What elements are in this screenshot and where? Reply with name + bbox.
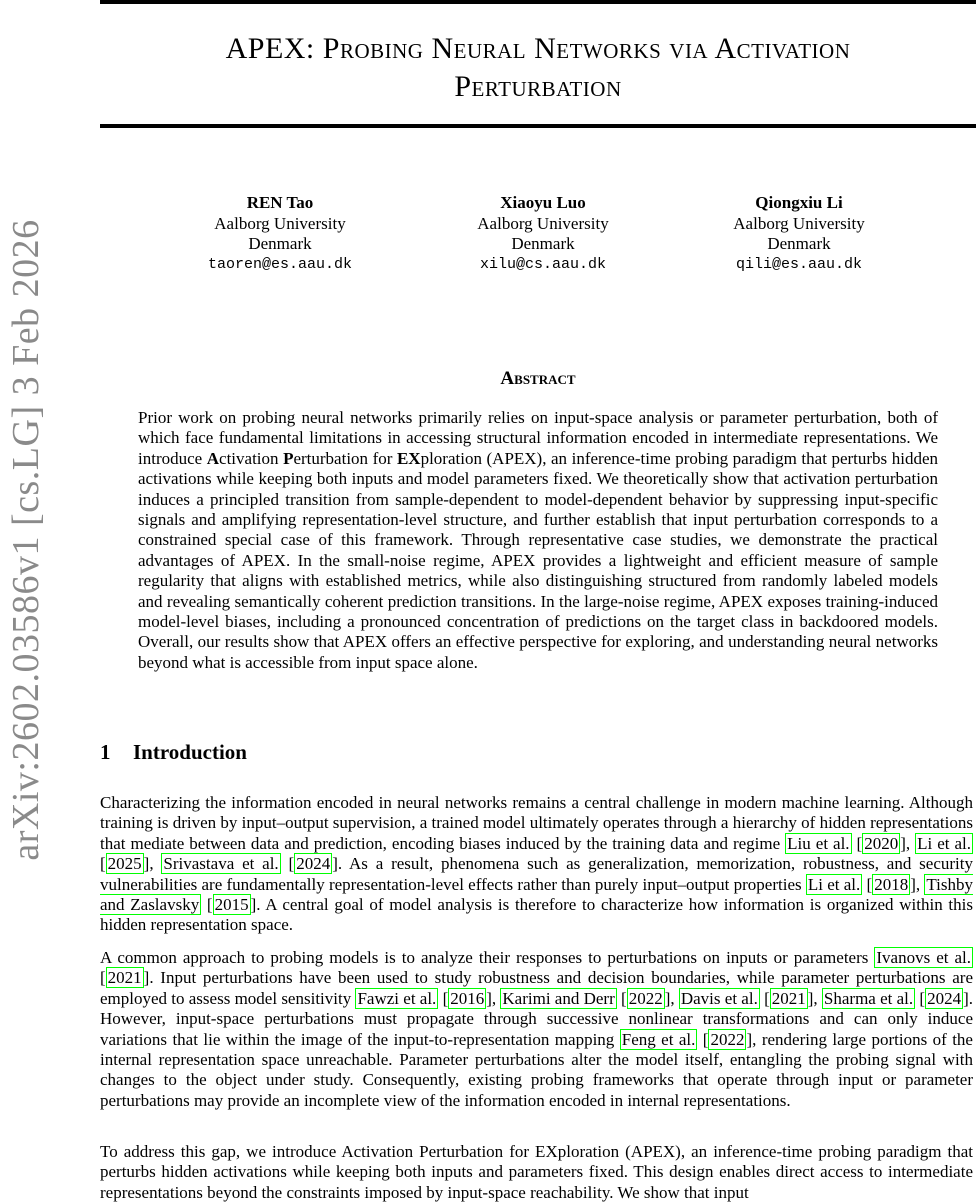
citation-link[interactable]: Tishby and Zaslavsky xyxy=(100,874,974,915)
citation-year-link[interactable]: 2025 xyxy=(107,854,142,874)
author-email[interactable]: taoren@es.aau.dk xyxy=(207,255,353,273)
citation-year-link[interactable]: 2021 xyxy=(107,968,142,988)
intro-paragraph-3: To address this gap, we introduce Activation Perturbation for EXploration (APEX), an inference-time probing paradigm that perturbs hidden activations while keeping both inputs and parameters fixed. This design enables direct access to intermediate representations beyond the constraints imposed by input-space reachability. We show that input xyxy=(100,1142,973,1202)
citation-link[interactable]: Sharma et al. xyxy=(823,988,914,1008)
citation-link[interactable]: Li et al. xyxy=(917,833,971,853)
author-affiliation: Aalborg University xyxy=(477,213,609,233)
citation-year-link[interactable]: 2024 xyxy=(927,988,962,1008)
citation-link[interactable]: Liu et al. xyxy=(787,833,850,853)
citation-link[interactable]: Davis et al. xyxy=(680,988,758,1008)
section-number: 1 xyxy=(100,740,111,764)
title-line-1: APEX: Probing Neural Networks via Activation xyxy=(225,32,851,65)
intro-paragraph-1: Characterizing the information encoded in neural networks remains a central challenge in modern machine learning. Although training is driven by input–output supervision, a trained model ultimately operates through a hierarchy of hidden representations that mediate between data and prediction, encoding biases induced by the training data and regime Liu et al. [ 2020 ], Li et al. [ 2025 ], Srivastava et al. [ 2024 ]. As a result, phenomena such as generalization, memorization, robustness, and security vulnerabilities are fundamentally representation-level effects rather than purely input–output properties Li et al. [ 2018 ], Tishby and Zaslavsky [ 2015 ]. A central goal of model analysis is therefore to characterize how information is organized within this hidden representation space. xyxy=(100,793,974,935)
author-block xyxy=(423,193,663,275)
citation-link[interactable]: Fawzi et al. xyxy=(357,988,437,1008)
arxiv-identifier[interactable]: arXiv:2602.03586v1 [cs.LG] 3 Feb 2026 xyxy=(5,219,47,861)
title-line-2: Perturbation xyxy=(454,70,622,103)
author-email[interactable]: qili@es.aau.dk xyxy=(735,255,863,273)
citation-link[interactable]: Ivanovs et al. xyxy=(876,948,971,967)
citation-link[interactable]: Karimi and Derr xyxy=(502,988,615,1008)
author-name: Qiongxiu Li xyxy=(755,193,843,212)
title-rule xyxy=(100,124,976,128)
citation-year-link[interactable]: 2016 xyxy=(450,988,485,1008)
citation-link[interactable]: Srivastava et al. xyxy=(163,854,279,874)
author-email[interactable]: xilu@cs.aau.dk xyxy=(479,255,607,273)
citation-year-link[interactable]: 2022 xyxy=(710,1029,745,1049)
author-name: Xiaoyu Luo xyxy=(500,193,586,212)
citation-link[interactable]: Li et al. xyxy=(807,874,861,894)
top-rule xyxy=(100,0,976,4)
author-country: Denmark xyxy=(248,234,312,253)
citation-year-link[interactable]: 2024 xyxy=(296,854,331,874)
author-country: Denmark xyxy=(511,234,575,253)
section-heading xyxy=(100,740,247,765)
author-block xyxy=(160,193,400,275)
citation-year-link[interactable]: 2015 xyxy=(214,895,249,915)
citation-year-link[interactable]: 2022 xyxy=(628,988,663,1008)
author-name: REN Tao xyxy=(246,193,314,212)
abstract-heading: Abstract xyxy=(500,368,576,389)
author-affiliation: Aalborg University xyxy=(733,213,865,233)
citation-link[interactable]: Feng et al. xyxy=(621,1029,696,1049)
intro-paragraph-2: A common approach to probing models is to analyze their responses to perturbations on inputs or parameters Ivanovs et al. [ 2021 ]. Input perturbations have been used to study robustness and decision boundaries, while parameter perturbations are employed to assess model sensitivity Fawzi et al. [ 2016 ], Karimi and Derr [ 2022 ], Davis et al. [ 2021 ], Sharma et al. [ 2024 ]. However, input-space perturbations must propagate through successive nonlinear transformations and can only induce variations that lie within the image of the input-to-representation mapping Feng et al. [ 2022 ], rendering large portions of the internal representation space unreachable. Parameter perturbations alter the model itself, entangling the probing signal with changes to the object under study. Consequently, existing probing frameworks that operate through input or parameter perturbations may provide an incomplete view of the information encoded in internal representations. xyxy=(100,948,973,1110)
section-title: Introduction xyxy=(133,740,247,764)
author-country: Denmark xyxy=(767,234,831,253)
citation-year-link[interactable]: 2018 xyxy=(874,874,909,894)
paper-title xyxy=(100,30,976,106)
citation-year-link[interactable]: 2021 xyxy=(771,988,806,1008)
author-affiliation: Aalborg University xyxy=(214,213,346,233)
citation-year-link[interactable]: 2020 xyxy=(864,833,899,853)
author-block xyxy=(679,193,919,275)
abstract-text: Prior work on probing neural networks primarily relies on input-space analysis or parameter perturbation, both of which face fundamental limitations in accessing structural information encoded in intermediate representations. We introduce Activation Perturbation for EXploration (APEX), an inference-time probing paradigm that perturbs hidden activations while keeping both inputs and model parameters fixed. We theoretically show that activation perturbation induces a principled transition from sample-dependent to model-dependent behavior by suppressing input-specific signals and amplifying representation-level structure, and further establish that input perturbation corresponds to a constrained special case of this framework. Through representative case studies, we demonstrate the practical advantages of APEX. In the small-noise regime, APEX provides a lightweight and efficient measure of sample regularity that aligns with established metrics, while also distinguishing structured from randomly labeled models and revealing semantically coherent prediction transitions. In the large-noise regime, APEX exposes training-induced model-level biases, including a pronounced concentration of predictions on the target class in backdoored models. Overall, our results show that APEX offers an effective perspective for exploring, and understanding neural networks beyond what is accessible from input space alone. xyxy=(138,408,938,672)
